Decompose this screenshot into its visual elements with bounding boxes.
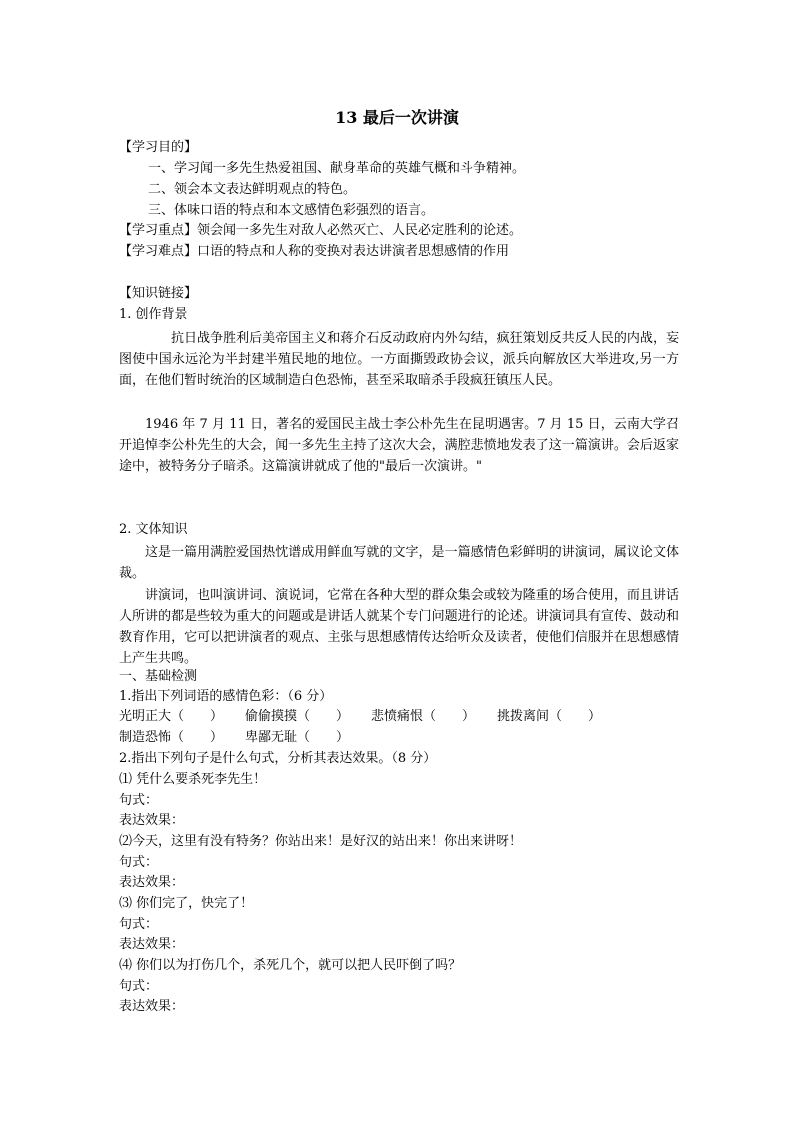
- sentence-4: ⑷ 你们以为打伤几个，杀死几个，就可以把人民吓倒了吗？: [119, 958, 462, 973]
- focus-line: 【学习重点】领会闻一多先生对敌人必然灭亡、人民必定胜利的论述。: [119, 223, 523, 238]
- objective-item-2: 二、领会本文表达鲜明观点的特色。: [148, 182, 357, 197]
- genre-paragraph-2: 讲演词，也叫演讲词、演说词，它常在各种大型的群众集会或较为隆重的场合使用，而且讲话人所讲的都是些较为重大的问题或是讲话人就某个专门问题进行的论述。讲演词具有宣传、鼓动和教育作用，它可以把讲演者的观点、主张与思想感情传达给听众及读者，使他们信服并在思想感情上产生共鸣。: [119, 588, 679, 666]
- genre-paragraph-1: 这是一篇用满腔爱国热忱谱成用鲜血写就的文字，是一篇感情色彩鲜明的讲演词，属议论文体裁。: [119, 545, 679, 581]
- background-paragraph-1: 抗日战争胜利后美帝国主义和蒋介石反动政府内外勾结，疯狂策划反共反人民的内战，妄图使中国永远沦为半封建半殖民地的地位。一方面撕毁政协会议，派兵向解放区大举进攻,另一方面，在他们暂时统治的区域制造白色恐怖，甚至采取暗杀手段疯狂镇压人民。: [119, 331, 679, 388]
- question-1-row-1: [119, 709, 623, 725]
- knowledge-heading: 【知识链接】: [119, 286, 198, 301]
- word-item: 制造恐怖（ ）: [119, 730, 224, 745]
- effect-label: 表达效果：: [119, 813, 185, 828]
- word-item: 挑拨离间（ ）: [497, 709, 602, 724]
- effect-label: 表达效果：: [119, 937, 185, 952]
- form-label: 句式：: [119, 917, 159, 932]
- word-item: 光明正大（ ）: [119, 709, 224, 724]
- sentence-2: ⑵今天，这里有没有特务？你站出来！是好汉的站出来！你出来讲呀！: [119, 834, 523, 849]
- question-1: 1.指出下列词语的感情色彩：（6 分）: [119, 689, 333, 704]
- effect-label: 表达效果：: [119, 999, 185, 1014]
- objectives-heading: 【学习目的】: [119, 140, 198, 155]
- difficulty-line: 【学习难点】口语的特点和人称的变换对表达讲演者思想感情的作用: [119, 244, 510, 259]
- word-item: 卑鄙无耻（ ）: [245, 730, 350, 745]
- form-label: 句式：: [119, 979, 159, 994]
- section-2-heading: 2. 文体知识: [119, 522, 188, 537]
- sentence-3: ⑶ 你们完了，快完了！: [119, 896, 254, 911]
- word-item: 悲愤痛恨（ ）: [371, 709, 476, 724]
- page-title: 13 最后一次讲演: [335, 108, 459, 127]
- form-label: 句式：: [119, 793, 159, 808]
- objective-item-3: 三、体味口语的特点和本文感情色彩强烈的语言。: [148, 203, 435, 218]
- question-2: 2.指出下列句子是什么句式，分析其表达效果。（8 分）: [119, 751, 437, 766]
- effect-label: 表达效果：: [119, 875, 185, 890]
- sentence-1: ⑴ 凭什么要杀死李先生！: [119, 772, 267, 787]
- question-1-row-2: [119, 730, 371, 746]
- section-1-heading: 1. 创作背景: [119, 307, 188, 322]
- word-item: 偷偷摸摸（ ）: [245, 709, 350, 724]
- background-paragraph-2: 1946 年 7 月 11 日，著名的爱国民主战士李公朴先生在昆明遇害。7 月 15 日，云南大学召开追悼李公朴先生的大会，闻一多先生主持了这次大会，满腔悲愤地发表了这一篇演讲。会后返家途中，被特务分子暗杀。这篇演讲就成了他的"最后一次演讲。": [119, 417, 679, 474]
- basic-test-heading: 一、基础检测: [119, 669, 198, 684]
- objective-item-1: 一、学习闻一多先生热爱祖国、献身革命的英雄气概和斗争精神。: [148, 161, 526, 176]
- form-label: 句式：: [119, 855, 159, 870]
